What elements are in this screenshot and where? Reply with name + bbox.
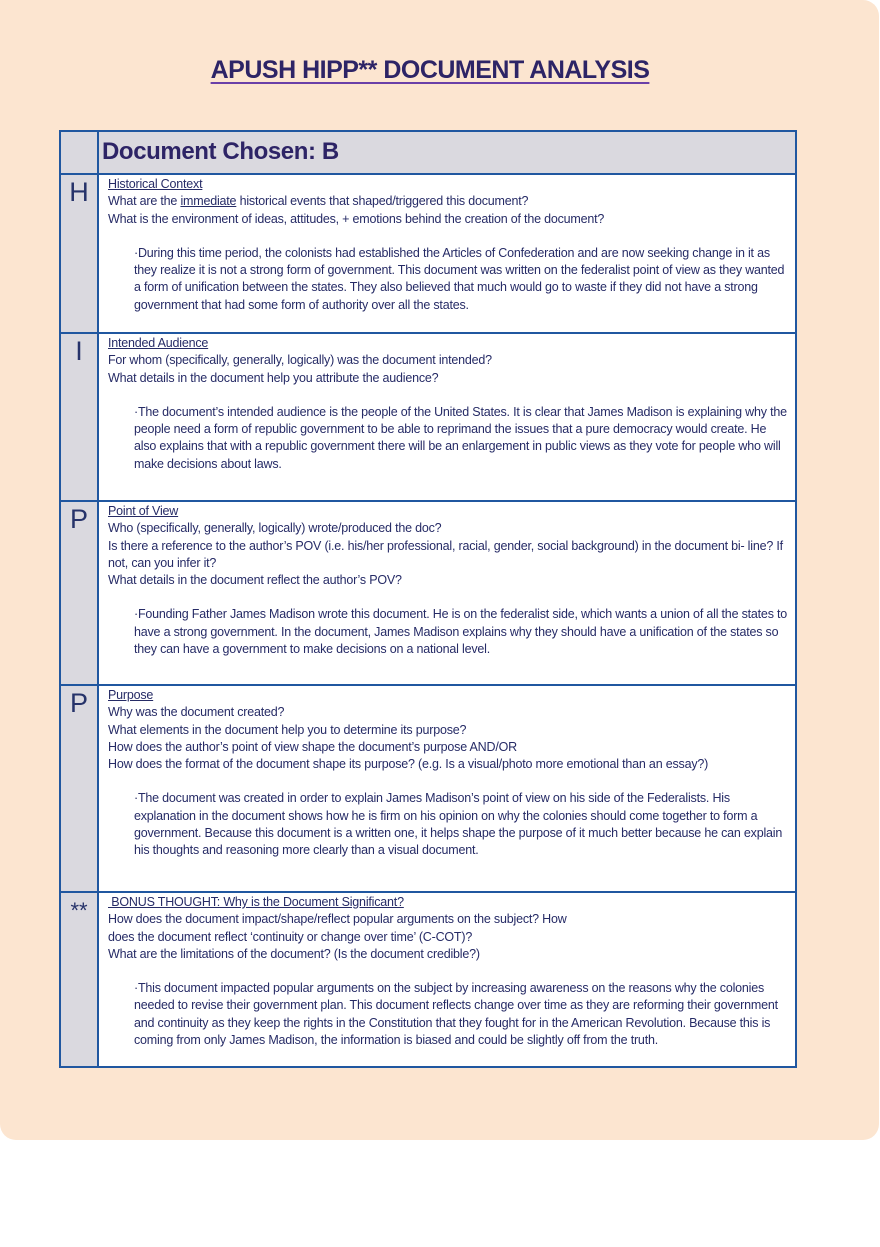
answer-paragraph: ·During this time period, the colonists had established the Articles of Confederation and are now seeking change in it as they realize it is not a strong form of government. This document was written on the federalist point of view as they wanted a form of unification between the states. They also believed that much would go to waste if they did not have a strong government that had some form of authority over all the states. xyxy=(134,245,785,312)
section-heading-bonus-thought: BONUS THOUGHT: Why is the Document Significant? xyxy=(108,895,404,909)
historical-context-row xyxy=(61,173,795,332)
question-line: Is there a reference to the author’s POV (i.e. his/her professional, racial, gender, social background) in the document bi- line? If not, can you infer it? xyxy=(108,538,783,570)
document-chosen-heading: Document Chosen: B xyxy=(99,132,795,173)
point-of-view-cell xyxy=(99,502,795,684)
answer-paragraph: ·This document impacted popular arguments on the subject by increasing awareness on the reasons why the colonies needed to revise their government plan. This document reflects change over time as they are reforming their government and continuity as they keep the rights in the Constitution that they fought for in the American Revolution. Because this is coming from only James Madison, the information is biased and could be slightly off from the truth. xyxy=(134,981,778,1048)
row-letter-h: H xyxy=(61,175,99,332)
purpose-row xyxy=(61,684,795,891)
answer-paragraph: ·The document’s intended audience is the people of the United States. It is clear that James Madison is explaining why the people need a form of republic government to be able to reprimand the issues that a pure democracy would create. He also explains that with a republic government there will be an enlargement in public views as they vote for people who will make decisions about laws. xyxy=(134,404,787,471)
question-line: How does the document impact/shape/reflect popular arguments on the subject? How xyxy=(108,912,567,927)
row-letter-p: P xyxy=(61,686,99,891)
bonus-thought-cell xyxy=(99,893,795,1066)
section-heading-historical-context: Historical Context xyxy=(108,177,203,191)
section-heading-purpose: Purpose xyxy=(108,688,154,702)
header-corner-cell xyxy=(61,132,99,173)
section-heading-intended-audience: Intended Audience xyxy=(108,336,209,350)
question-line: What elements in the document help you to determine its purpose? xyxy=(108,722,467,737)
question-line: What is the environment of ideas, attitudes, + emotions behind the creation of the document? xyxy=(108,211,605,226)
row-letter-p: P xyxy=(61,502,99,684)
purpose-cell xyxy=(99,686,795,891)
answer-paragraph: ·The document was created in order to explain James Madison’s point of view on his side of the Federalists. His explanation in the document shows how he is firm on his opinion on why the colonies should come together to form a government. Because this document is a written one, it helps shape the purpose of it much better because he can explain his thoughts and reasoning more clearly than a visual document. xyxy=(134,791,783,858)
section-heading-point-of-view: Point of View xyxy=(108,504,179,518)
question-line: How does the author’s point of view shape the document’s purpose AND/OR xyxy=(108,739,517,754)
question-line: How does the format of the document shape its purpose? (e.g. Is a visual/photo more emotional than an essay?) xyxy=(108,757,709,772)
hipp-analysis-table xyxy=(59,130,797,1068)
point-of-view-row xyxy=(61,500,795,684)
question-text: What are the xyxy=(108,194,181,209)
header-row xyxy=(61,132,795,173)
answer-paragraph: ·Founding Father James Madison wrote this document. He is on the federalist side, which wants a union of all the states to have a strong government. In the document, James Madison explains why they should have a unification of the states so they can have a government to make decisions on a national level. xyxy=(134,607,788,657)
intended-audience-row xyxy=(61,332,795,500)
intended-audience-cell xyxy=(99,334,795,500)
row-letter-bonus: ** xyxy=(61,893,99,1066)
question-line: For whom (specifically, generally, logically) was the document intended? xyxy=(108,353,492,368)
question-line: What are the limitations of the document? (Is the document credible?) xyxy=(108,946,480,961)
historical-context-cell xyxy=(99,175,795,332)
question-text: historical events that shaped/triggered this document? xyxy=(236,194,529,209)
question-line: Why was the document created? xyxy=(108,705,285,720)
question-line: Who (specifically, generally, logically) wrote/produced the doc? xyxy=(108,521,442,536)
row-letter-i: I xyxy=(61,334,99,500)
question-line: does the document reflect ‘continuity or change over time’ (C-COT)? xyxy=(108,929,473,944)
question-line: What details in the document help you attribute the audience? xyxy=(108,370,439,385)
question-line xyxy=(108,193,789,210)
bonus-thought-row xyxy=(61,891,795,1066)
page-title: APUSH HIPP** DOCUMENT ANALYSIS xyxy=(210,56,650,84)
question-line: What details in the document reflect the author’s POV? xyxy=(108,573,402,588)
emphasis-text: immediate xyxy=(180,194,237,209)
